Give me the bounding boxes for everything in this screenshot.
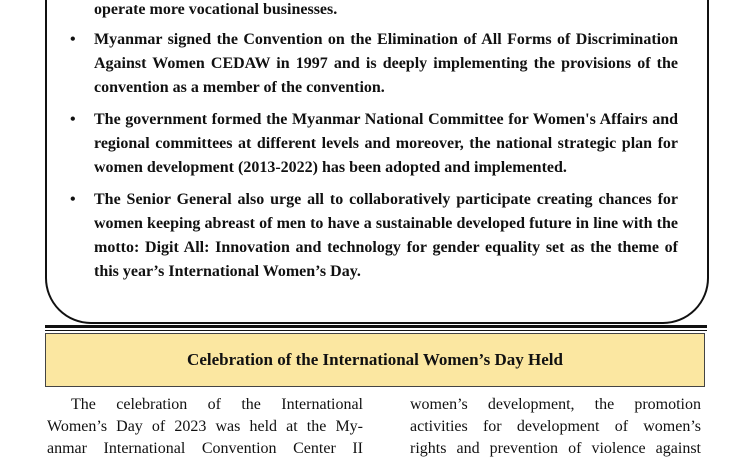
article-column-right	[410, 394, 701, 460]
bullet-item	[70, 28, 678, 100]
bullet-item	[70, 108, 678, 180]
article-column-left	[47, 394, 363, 460]
article-line: anmar International Convention Center II	[47, 440, 363, 457]
bullet-item	[70, 188, 678, 284]
article-line: rights and prevention of violence against	[410, 440, 701, 457]
bullet-dot: •	[70, 31, 76, 48]
bullet-continuation-text: operate more vocational businesses.	[94, 1, 338, 18]
divider-rule	[45, 325, 707, 328]
bullet-text: The government formed the Myanmar National Committee for Women's Affairs and regional committees at different levels and moreover, the national strategic plan for women development (2013-2022) has been adopted and implemented.	[94, 111, 678, 176]
bullet-list	[70, 0, 678, 292]
article-heading: Celebration of the International Women’s Day Held	[187, 350, 563, 369]
article-line: women’s development, the promotion	[410, 396, 701, 413]
article-line: The celebration of the International	[71, 396, 363, 413]
bullet-dot: •	[70, 191, 76, 208]
bullet-continuation	[70, 0, 678, 22]
article-line: activities for development of women’s	[410, 418, 701, 435]
divider-rule-thin	[45, 330, 707, 331]
bullet-dot: •	[70, 111, 76, 128]
article-line: Women’s Day of 2023 was held at the My-	[47, 418, 363, 435]
bullet-text: Myanmar signed the Convention on the Elimination of All Forms of Discrimination Against Women CEDAW in 1997 and is deeply implementing the provisions of the convention as a member of the convention.	[94, 31, 678, 96]
bullet-text: The Senior General also urge all to collaboratively participate creating chances for women keeping abreast of men to have a sustainable developed future in line with the motto: Digit All: Innovation and technology for gender equality set as the theme of this year’s International Women’s Day.	[94, 191, 678, 280]
article-heading-banner	[45, 333, 705, 387]
